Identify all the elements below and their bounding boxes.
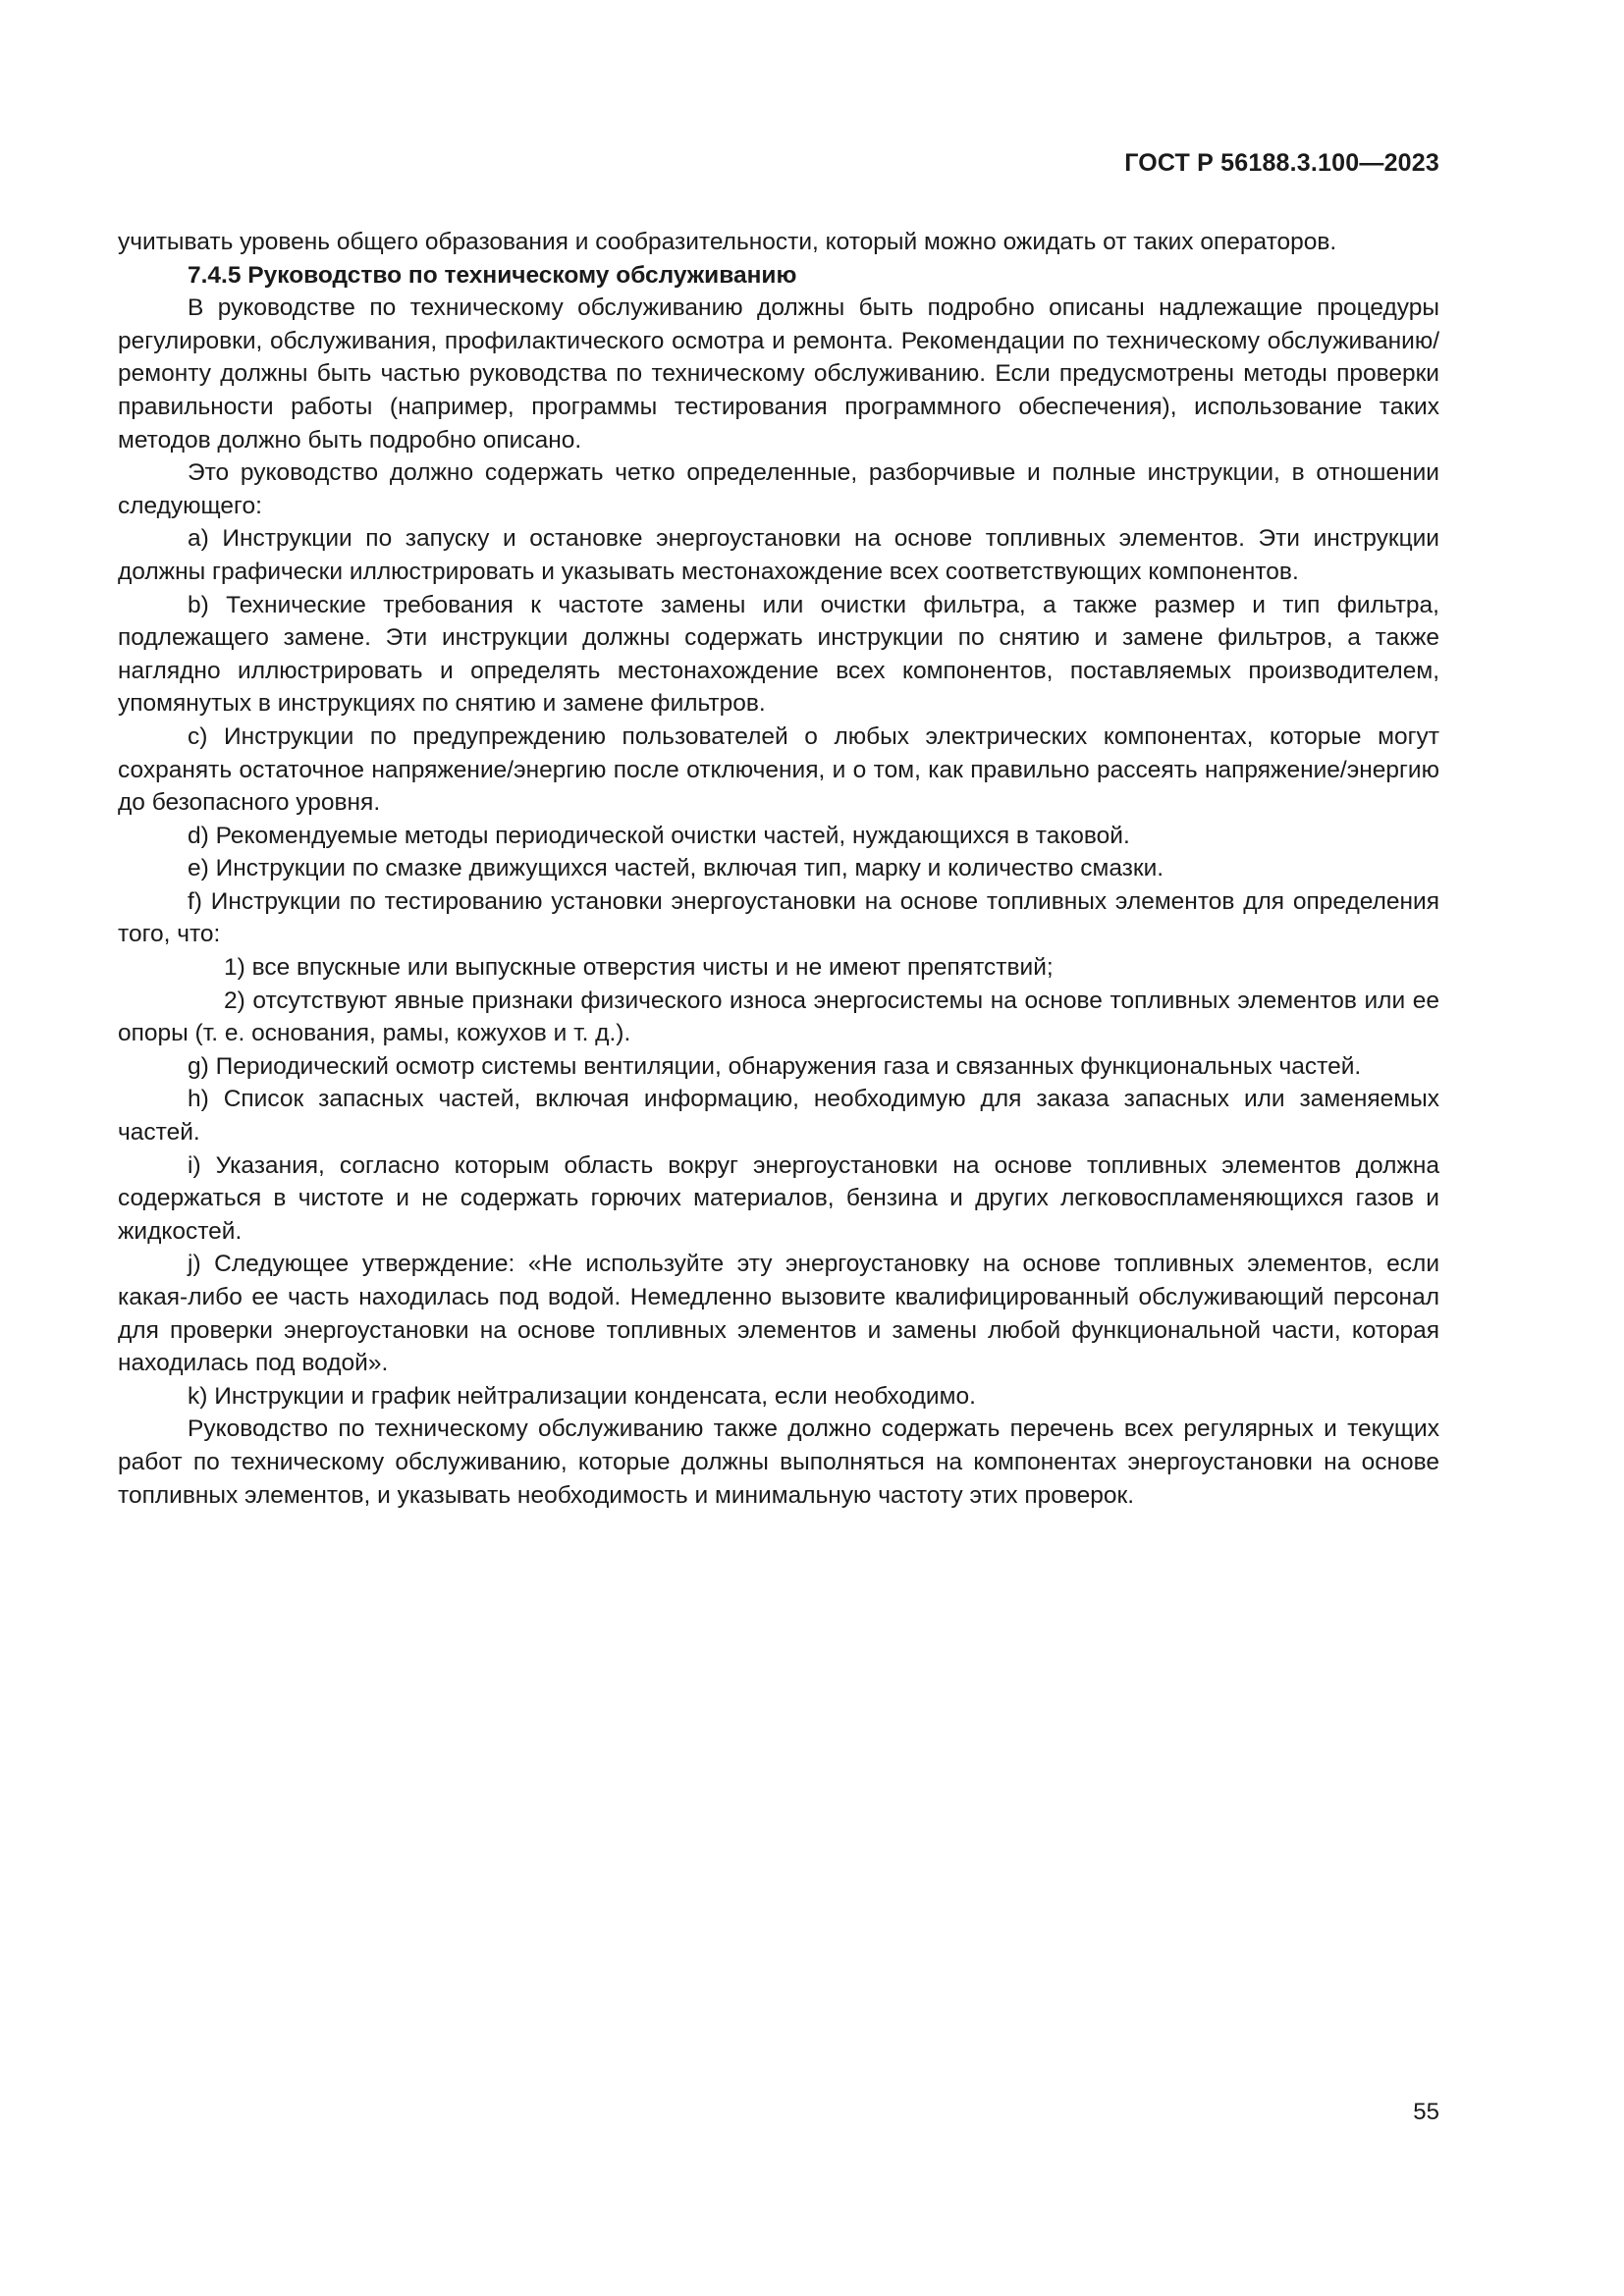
list-item-a: a) Инструкции по запуску и остановке энергоустановки на основе топливных элементов. Эти инструкции должны графически иллюстрировать и указывать местонахождение всех соответствующих компонентов.	[118, 525, 1439, 585]
sublist-item-1: 1) все впускные или выпускные отверстия чисты и не имеют препятствий;	[224, 954, 1054, 982]
list-item-c: c) Инструкции по предупреждению пользователей о любых электрических компонентах, которые могут сохранять остаточное напряжение/энергию после отключения, и о том, как правильно рассеять напряжение/энергию до безопасного уровня.	[118, 722, 1439, 817]
document-body	[118, 226, 1439, 1512]
list-item-b: b) Технические требования к частоте замены или очистки фильтра, а также размер и тип фильтра, подлежащего замене. Эти инструкции должны содержать инструкции по снятию и замене фильтров, а также наглядно иллюстрировать и определять местонахождение всех компонентов, поставляемых производителем, упомянутых в инструкциях по снятию и замене фильтров.	[118, 591, 1439, 718]
document-id-header: ГОСТ Р 56188.3.100—2023	[1124, 149, 1439, 177]
continued-paragraph: учитывать уровень общего образования и сообразительности, который можно ожидать от таких операторов.	[118, 229, 1337, 255]
sublist-item-2: 2) отсутствуют явные признаки физического износа энергосистемы на основе топливных элементов или ее опоры (т. е. основания, рамы, кожухов и т. д.).	[118, 987, 1439, 1047]
page-number: 55	[1413, 2099, 1439, 2125]
list-item-j: j) Следующее утверждение: «Не используйте эту энергоустановку на основе топливных элементов, если какая-либо ее часть находилась под водой. Немедленно вызовите квалифицированный обслуживающий персонал для проверки энергоустановки на основе топливных элементов и замены любой функциональной части, которая находилась под водой».	[118, 1251, 1439, 1377]
list-item-d: d) Рекомендуемые методы периодической очистки частей, нуждающихся в таковой.	[188, 822, 1130, 849]
list-item-g: g) Периодический осмотр системы вентиляции, обнаружения газа и связанных функциональных частей.	[188, 1052, 1362, 1080]
list-item-f: f) Инструкции по тестированию установки энергоустановки на основе топливных элементов для определения того, что:	[118, 887, 1439, 948]
paragraph: В руководстве по техническому обслуживанию должны быть подробно описаны надлежащие процедуры регулировки, обслуживания, профилактического осмотра и ремонта. Рекомендации по техническому обслуживанию/ремонту должны быть частью руководства по техническому обслуживанию. Если предусмотрены методы проверки правильности работы (например, программы тестирования программного обеспечения), использование таких методов должно быть подробно описано.	[118, 294, 1439, 454]
list-item-k: k) Инструкции и график нейтрализации конденсата, если необходимо.	[188, 1382, 976, 1410]
paragraph: Это руководство должно содержать четко определенные, разборчивые и полные инструкции, в отношении следующего:	[118, 459, 1439, 519]
list-item-i: i) Указания, согласно которым область вокруг энергоустановки на основе топливных элементов должна содержаться в чистоте и не содержать горючих материалов, бензина и других легковоспламеняющихся газов и жидкостей.	[118, 1151, 1439, 1245]
list-item-e: e) Инструкции по смазке движущихся частей, включая тип, марку и количество смазки.	[188, 855, 1164, 882]
section-heading: 7.4.5 Руководство по техническому обслуживанию	[188, 261, 797, 289]
list-item-h: h) Список запасных частей, включая информацию, необходимую для заказа запасных или заменяемых частей.	[118, 1086, 1439, 1147]
paragraph: Руководство по техническому обслуживанию также должно содержать перечень всех регулярных и текущих работ по техническому обслуживанию, которые должны выполняться на компонентах энергоустановки на основе топливных элементов, и указывать необходимость и минимальную частоту этих проверок.	[118, 1415, 1439, 1509]
